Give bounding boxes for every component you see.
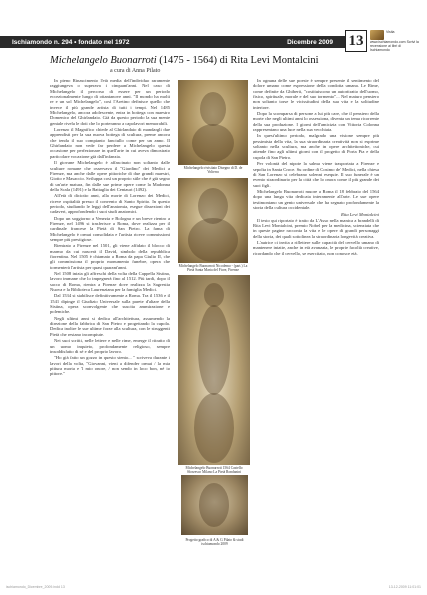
issue-label: Ischiamondo n. 294 • fondato nel 1972 bbox=[12, 38, 130, 46]
paragraph: Dopo un soggiorno a Venezia e Bologna e un breve rientro a Firenze, nel 1496 si trasferisce a Roma, dove realizza per il cardinale francese la Pietà di San Pietro. La fama di Michelangelo è ormai consolidata e l'artista riceve commissioni sempre più prestigiose. bbox=[50, 215, 170, 242]
paragraph: In pieno Rinascimento l'età media dell'individuo raramente raggiungeva o superava i cinquant'anni. Nel caso di Michelangelo il percorso di essere per un periodo eccezionalmente lungo di ottantanove anni. "Il mondo ha molti re e un sol Michelangelo", così l'Aretino definisce quello che invece il più grande artista di tutti i tempi. Nel 1485 Michelangelo, ancora adolescente, entra in bottega con maestro Domenico del Ghirlandaio. Già da questo periodo la sua mente geniale rivela le doti che lo porteranno a capolavori memorabili. bbox=[50, 78, 170, 126]
caption-portrait: Michelangelo rivisitato Disegno di D. de Volterra bbox=[183, 166, 243, 175]
paragraph: Rientrato a Firenze nel 1501, gli viene affidato il blocco di marmo da cui nascerà il David, simbolo della repubblica fiorentina. Nel 1505 è chiamato a Roma da papa Giulio II, che gli commissiona il proprio monumento funebre, opera che tormenterà l'artista per quasi quarant'anni. bbox=[50, 243, 170, 270]
footer-file: ischiamondo_Dicembre_2009.indd 13 bbox=[6, 585, 65, 589]
sculpture-detail-image bbox=[181, 475, 248, 535]
logo-text: Visita www.ischiamondo.com Scrivi la recensione ai libri di Ischiamondo bbox=[370, 30, 419, 52]
logo-icon bbox=[370, 30, 384, 40]
paragraph: In ognuna delle sue poesie è sempre presente il sentimento del dolore umano come espressione della condotta umana. Le Rime, come definite da Ghiberti, "costituiscono un autoritratto dell'uomo, fisico, spirituale, morale e del suo tormento"... Nel maturo pensiero non soltanto torse le vicissitudini della sua vita e la solitudine interiore. bbox=[253, 78, 379, 110]
portrait-image bbox=[178, 80, 248, 165]
paragraph: In quest'ultimo periodo, malgrado una visione sempre più pessimista della vita, la sua straordinaria creatività non si esprime soltanto nella scultura, ma anche in opere architettoniche, cui attende fino agli ultimi giorni con il progetto di Porta Pia e della cupola di San Pietro. bbox=[253, 133, 379, 160]
right-column bbox=[253, 78, 379, 566]
article-title bbox=[50, 55, 420, 66]
paragraph: Il testo qui riportato è tratto da L'Asso nella manica a brandelli di Rita Levi Montalcini, premio Nobel per la medicina, scienziata che in queste pagine racconta la vita e le opere di grandi personaggi della storia, dei quali sottolinea la straordinaria longevità creativa. bbox=[253, 217, 379, 239]
caption-nicodemo: Michelangelo Buonarroti Nicodemo - (part.) La Pietà Santa Maria del Fiore, Firenze bbox=[178, 264, 248, 273]
paragraph: Dopo la scomparsa di persone a lui più care, che il pensiero della morte che negli ultimi anni lo ossessiona, diventa un tema ricorrente della sua produzione. I giorni dell'amicizia con Vittoria Colonna rappresentano una luce nella sua vecchiaia. bbox=[253, 111, 379, 133]
caption-pieta: Michelangelo Buonarroti 1564 Castello Sforzesco Milano La Pietà Rondanini bbox=[185, 466, 243, 475]
author-signature: Rita Levi Montalcini bbox=[340, 212, 379, 218]
paragraph: Il giovane Michelangelo è affascinato non soltanto dalle sculture romane che osservava il "Giardino" dei Medici a Firenze, ma anche dalle opere pittoriche di due grandi maestri, Giotto e Masaccio. Sviluppa così un proprio stile che è già segno di un'arte matura, fin dalle sue prime opere come la Madonna della Scala (1491) e la Battaglia dei Centauri (1492). bbox=[50, 160, 170, 192]
footer-timestamp: 13-12-2009 11:01:01 bbox=[388, 585, 421, 589]
paragraph: Dal 1534 si stabilisce definitivamente a Roma. Tra il 1536 e il 1541 dipinge il Giudizio Universale sulla parete d'altare della Sistina, opera sconvolgente che suscita ammirazione e polemiche. bbox=[50, 293, 170, 315]
title-rest: (1475 - 1564) di Rita Levi Montalcini bbox=[156, 55, 319, 66]
nicodemo-image bbox=[178, 178, 248, 263]
paragraph: Nei suoi scritti, nelle lettere e nelle rime, emerge il ritratto di un uomo inquieto, profondamente religioso, sempre insoddisfatto di sé e del proprio lavoro. bbox=[50, 338, 170, 354]
paragraph: Lorenzo il Magnifico chiede al Ghirlandaio di mandargli due apprendisti per la sua nuova bottega di scultura, preme ancora che tenda il suo compianto fanciullo come per un anno. Il Ghirlandaio non vede far perdere a Michelangelo questa occasione per perfezionare in quell'arte in cui aveva dimostrato particolare vocazione già dall'infanzia. bbox=[50, 127, 170, 159]
paragraph: L'autrice ci invita a riflettere sulle capacità del cervello umano di mantenere intatte, anche in età avanzata, le proprie facoltà creative, ricordando che il cervello, se esercitato, non conosce età. bbox=[253, 239, 379, 256]
left-column bbox=[50, 78, 170, 566]
date-label: Dicembre 2009 bbox=[287, 38, 333, 46]
title-name: Michelangelo Buonarroti bbox=[50, 55, 157, 66]
print-footer bbox=[6, 585, 421, 589]
paragraph: All'età di diciotto anni, alla morte di Lorenzo dei Medici, riceve ospitalità presso il convento di Santo Spirito. In questo periodo, studiando le leggi dell'anatomia, esegue dissezioni dei cadaveri, approfondendo i suoi studi anatomici. bbox=[50, 193, 170, 215]
paragraph: "Ho già fatto un gozzo in questo stento... " scriveva durante i lavori della volta, "Giovanni, vieni a difender ormai / la mia pittura morta e 'l mio onore, / non sendo in loco bon, né io pittore." bbox=[50, 355, 170, 377]
site-logo[interactable] bbox=[370, 30, 420, 52]
byline: a cura di Anna Pilato bbox=[110, 68, 161, 74]
paragraph: Negli ultimi anni si dedica all'architettura, assumendo la direzione della fabbrica di San Pietro e progettando la cupola. Dedica inoltre le sue ultime forze alla scultura, con le struggenti Pietà che restano incompiute. bbox=[50, 315, 170, 337]
paragraph: Per volontà del nipote la salma viene trasportata a Firenze e sepolta in Santa Croce. Su ordine di Cosimo de' Medici, nella chiesa di San Lorenzo si celebrano solenni esequie. Il suo funerale è un evento straordinario per la città che lo onora come il più grande dei suoi figli. bbox=[253, 161, 379, 188]
paragraph: Nel 1508 inizia gli affreschi della volta della Cappella Sistina, lavoro immane che lo impegnerà fino al 1512. Più tardi, dopo il sacco di Roma, rientra a Firenze dove realizza la Sagrestia Nuova e la Biblioteca Laurenziana per la famiglia Medici. bbox=[50, 271, 170, 293]
paragraph: Michelangelo Buonarroti muore a Roma il 18 febbraio del 1564 dopo una lunga vita dedicata interamente all'arte. Le sue opere testimoniano un genio universale che ha segnato profondamente la storia della cultura occidentale. bbox=[253, 188, 379, 210]
header-band bbox=[0, 36, 345, 48]
pieta-rondanini-image bbox=[178, 275, 250, 465]
caption-credits: Progetto grafico di A & G Pilato & studi ischiamondo 2009 bbox=[185, 538, 244, 547]
page-number: 13 bbox=[345, 30, 367, 52]
